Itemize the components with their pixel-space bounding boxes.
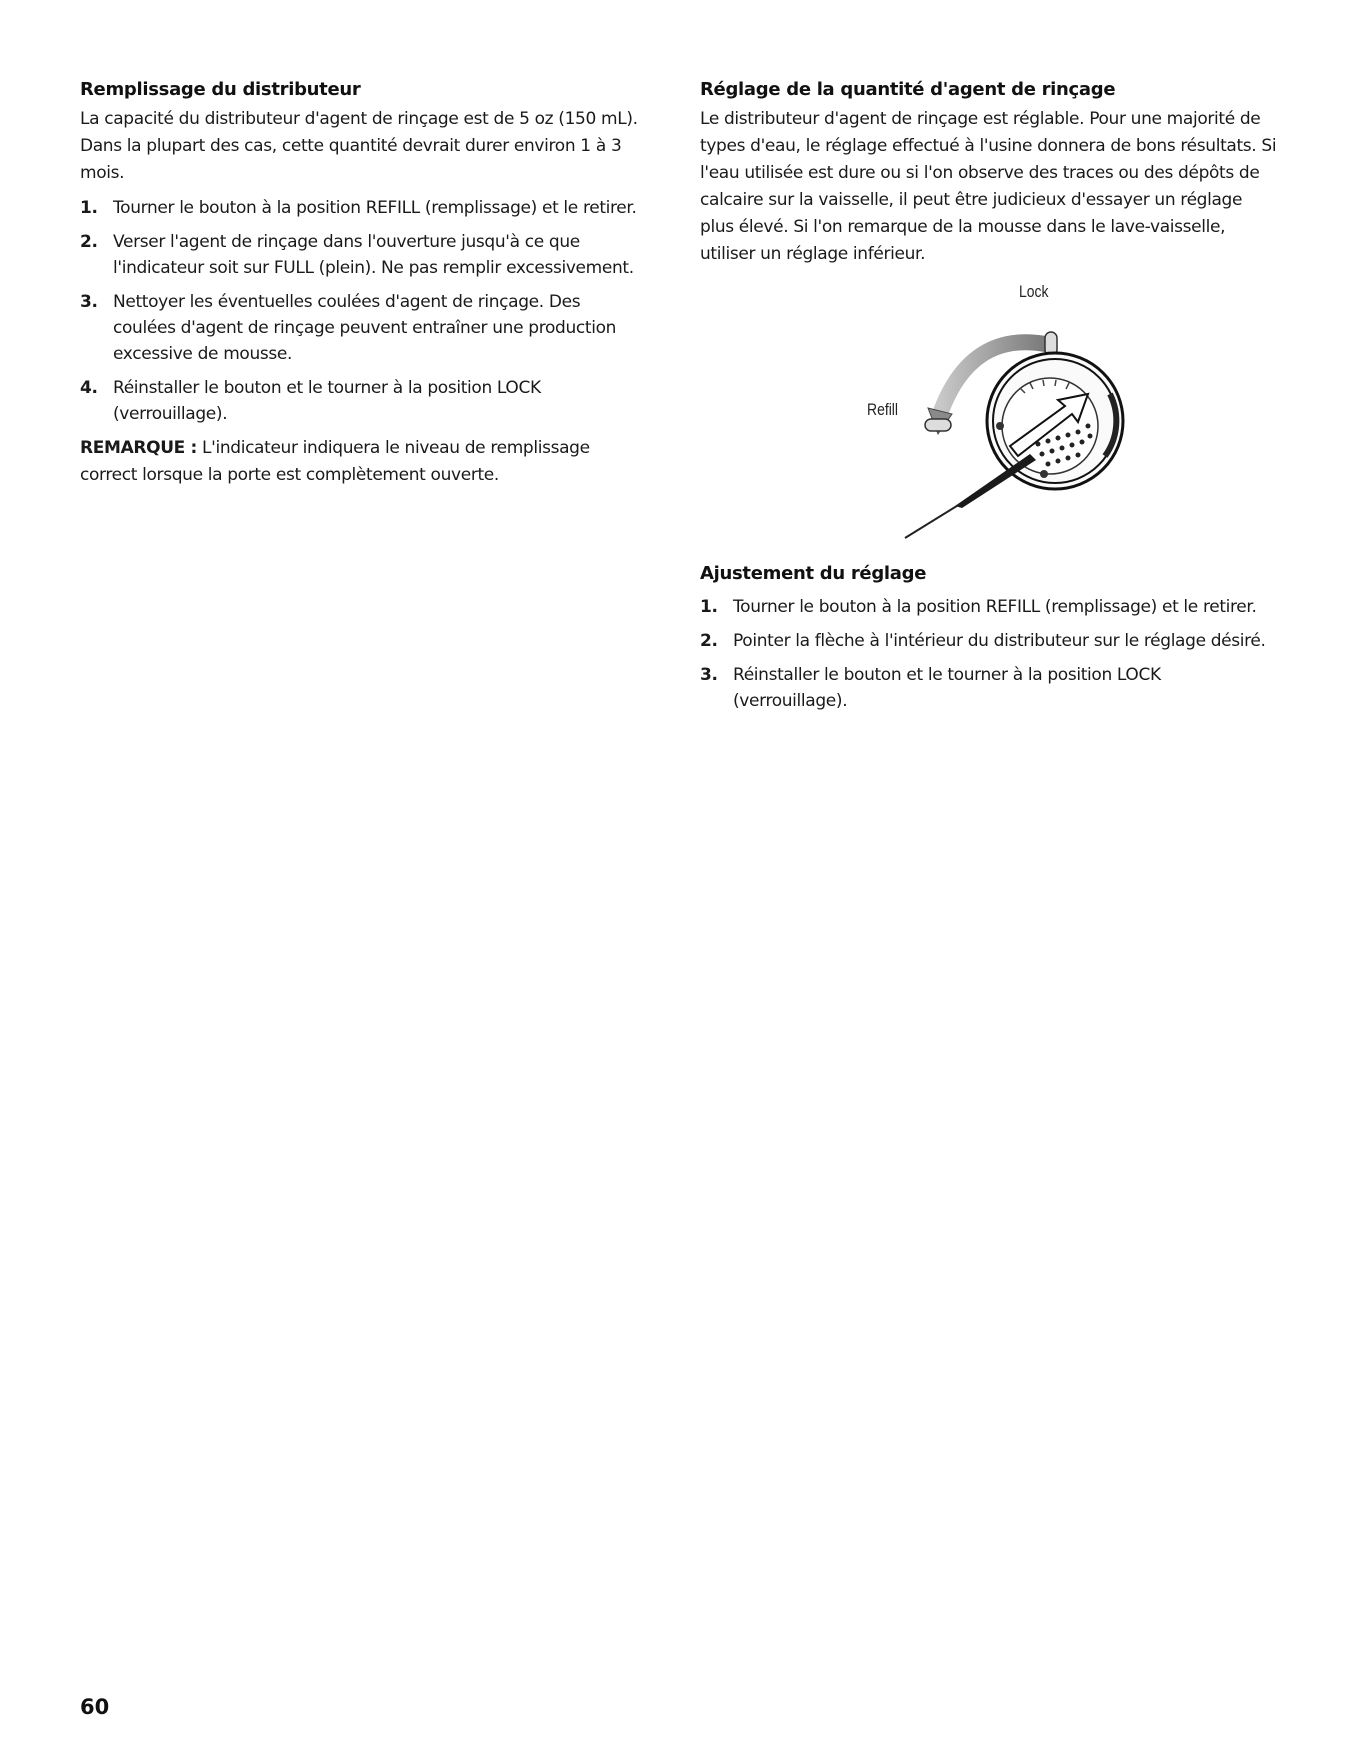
intro-paragraph: La capacité du distributeur d'agent de rinçage est de 5 oz (150 mL). Dans la plupart des cas, cette quantité devrait durer environ 1 à 3 mois. [80, 109, 638, 183]
left-column [80, 78, 640, 489]
dispenser-illustration [700, 276, 1280, 556]
step-text: Nettoyer les éventuelles coulées d'agent de rinçage. Des coulées d'agent de rinçage peuvent entraîner une production excessive de mousse. [113, 292, 617, 364]
intro-paragraph-reglage: Le distributeur d'agent de rinçage est réglable. Pour une majorité de types d'eau, le réglage effectué à l'usine donnera de bons résultats. Si l'eau utilisée est dure ou si l'on observe des traces ou des dépôts de calcaire sur la vaisselle, il peut être judicieux d'essayer un réglage plus élevé. Si l'on remarque de la mousse dans le lave-vaisselle, utiliser un réglage inférieur. [700, 109, 1277, 264]
step-text: Verser l'agent de rinçage dans l'ouverture jusqu'à ce que l'indicateur soit sur FULL (plein). Ne pas remplir excessivement. [113, 232, 634, 278]
lock-label: Lock [1019, 282, 1049, 301]
step-text: Tourner le bouton à la position REFILL (remplissage) et le retirer. [113, 198, 637, 218]
section-title-reglage: Réglage de la quantité d'agent de rinçage [700, 79, 1116, 100]
step-number: 2. [700, 631, 718, 651]
dispenser-dial-drawing [700, 276, 1280, 556]
list-item [80, 229, 640, 281]
list-item [80, 375, 640, 427]
adjust-steps-list [700, 594, 1280, 714]
step-text: Pointer la flèche à l'intérieur du distributeur sur le réglage désiré. [733, 631, 1266, 651]
list-item [80, 195, 640, 221]
refill-tab [925, 419, 951, 431]
step-number: 4. [80, 378, 98, 398]
list-item [80, 289, 640, 367]
step-number: 3. [700, 665, 718, 685]
section-title-remplissage: Remplissage du distributeur [80, 79, 361, 100]
refill-label: Refill [867, 400, 898, 419]
step-number: 2. [80, 232, 98, 252]
step-number: 3. [80, 292, 98, 312]
step-number: 1. [80, 198, 98, 218]
right-column [700, 78, 1280, 722]
list-item [700, 662, 1280, 714]
page-number: 60 [80, 1695, 110, 1719]
list-item [700, 628, 1280, 654]
note-label: REMARQUE : [80, 438, 197, 458]
adjust-section [700, 562, 1280, 714]
note-text: L'indicateur indiquera le niveau de remplissage correct lorsque la porte est complètement ouverte. [80, 438, 590, 485]
step-text: Réinstaller le bouton et le tourner à la position LOCK (verrouillage). [113, 378, 541, 424]
list-item [700, 594, 1280, 620]
step-text: Tourner le bouton à la position REFILL (remplissage) et le retirer. [733, 597, 1257, 617]
step-text: Réinstaller le bouton et le tourner à la position LOCK (verrouillage). [733, 665, 1161, 711]
note-paragraph [80, 435, 640, 489]
step-number: 1. [700, 597, 718, 617]
section-title-ajustement: Ajustement du réglage [700, 563, 927, 584]
fill-steps-list [80, 195, 640, 427]
